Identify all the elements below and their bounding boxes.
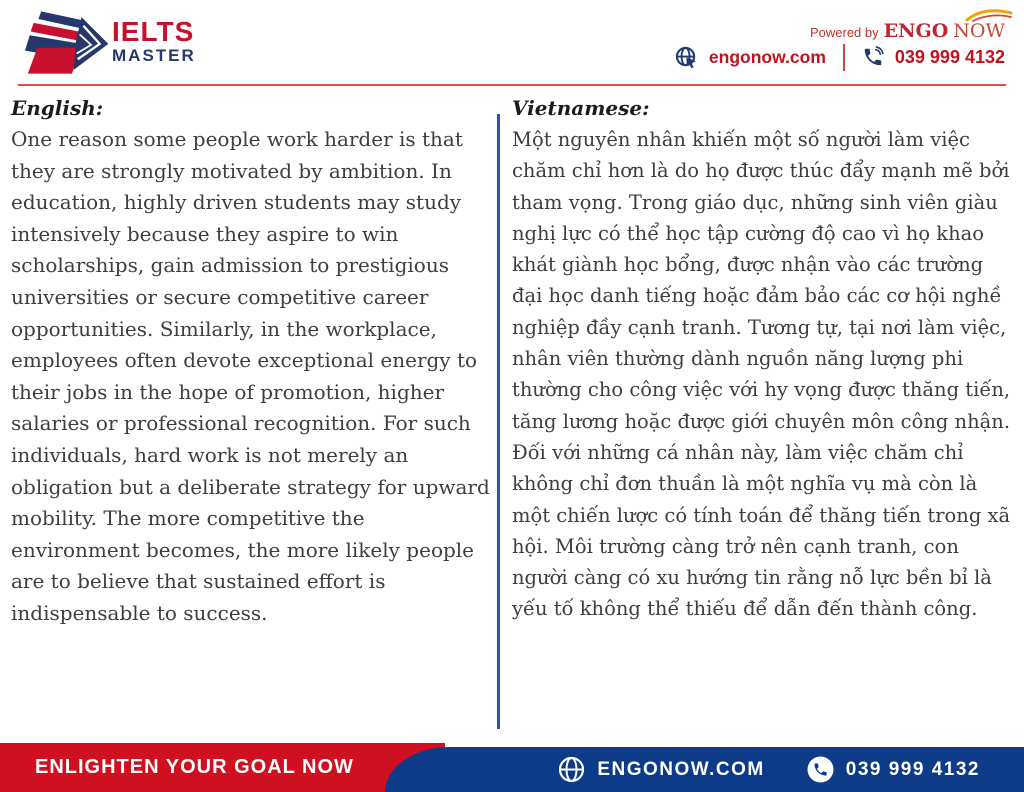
- header-divider-line: [18, 84, 1006, 86]
- footer-globe-icon: [558, 756, 585, 783]
- footer-contact-bar: [385, 747, 1024, 792]
- logo-master-text: MASTER: [112, 45, 196, 65]
- powered-by-brand-light: NOW: [953, 20, 1005, 42]
- footer-phone-item: [807, 756, 980, 783]
- vietnamese-paragraph: Một nguyên nhân khiến một số người làm việc chăm chỉ hơn là do họ được thúc đẩy mạnh mẽ bởi tham vọng. Trong giáo dục, những sinh viên giàu nghị lực có thể học tập cường độ cao vì họ khao khát giành học bổng, được nhận vào các trường đại học danh tiếng hoặc đảm bảo các cơ hội nghề nghiệp đầy cạnh tranh. Tương tự, tại nơi làm việc, nhân viên thường dành nguồn năng lượng phi thường cho công việc với hy vọng được thăng tiến, tăng lương hoặc được giới chuyên môn công nhận. Đối với những cá nhân này, làm việc chăm chỉ không chỉ đơn thuần là một nghĩa vụ mà còn là một chiến lược có tính toán để thăng tiến trong xã hội. Môi trường càng trở nên cạnh tranh, con người càng có xu hướng tin rằng nỗ lực bền bỉ là yếu tố không thể thiếu để dẫn đến thành công.: [512, 128, 1011, 621]
- footer-phone[interactable]: 039 999 4132: [845, 758, 980, 780]
- powered-by-label: Powered by: [809, 25, 879, 40]
- powered-by: [810, 20, 1005, 42]
- powered-by-brand-bold: ENGO: [883, 20, 949, 42]
- logo-ielts-text: IELTS: [112, 15, 195, 47]
- footer-slogan: ENLIGHTEN YOUR GOAL NOW: [35, 756, 354, 778]
- swoosh-icon: [965, 7, 1013, 23]
- logo: [24, 8, 196, 76]
- contact-separator: [843, 44, 845, 71]
- english-paragraph: One reason some people work harder is that they are strongly motivated by ambition. In education, highly driven students may study intensively because they aspire to win scholarships, gain admission to prestigious universities or secure competitive career opportunities. Similarly, in the workplace, employees often devote exceptional energy to their jobs in the hope of promotion, higher salaries or professional recognition. For such individuals, hard work is not merely an obligation but a deliberate strategy for upward mobility. The more competitive the environment becomes, the more likely people are to believe that sustained effort is indispensable to success.: [11, 127, 490, 625]
- header-website-link[interactable]: engonow.com: [708, 46, 826, 67]
- header-contact-row: [675, 42, 1005, 72]
- footer-slogan-bar: [0, 743, 445, 792]
- books-logo-icon: [24, 8, 116, 76]
- vietnamese-heading: Vietnamese:: [512, 96, 650, 120]
- english-heading: English:: [11, 96, 104, 120]
- column-divider-line: [497, 114, 500, 729]
- english-column: [11, 96, 495, 630]
- header-phone-link[interactable]: 039 999 4132: [894, 46, 1005, 67]
- footer-phone-icon: [807, 756, 834, 783]
- footer-website[interactable]: ENGONOW.COM: [597, 758, 765, 780]
- logo-text: [112, 15, 196, 66]
- phone-icon: [862, 46, 884, 68]
- globe-icon: [675, 46, 698, 69]
- vietnamese-column: [512, 96, 1014, 625]
- footer-website-item: [558, 756, 764, 783]
